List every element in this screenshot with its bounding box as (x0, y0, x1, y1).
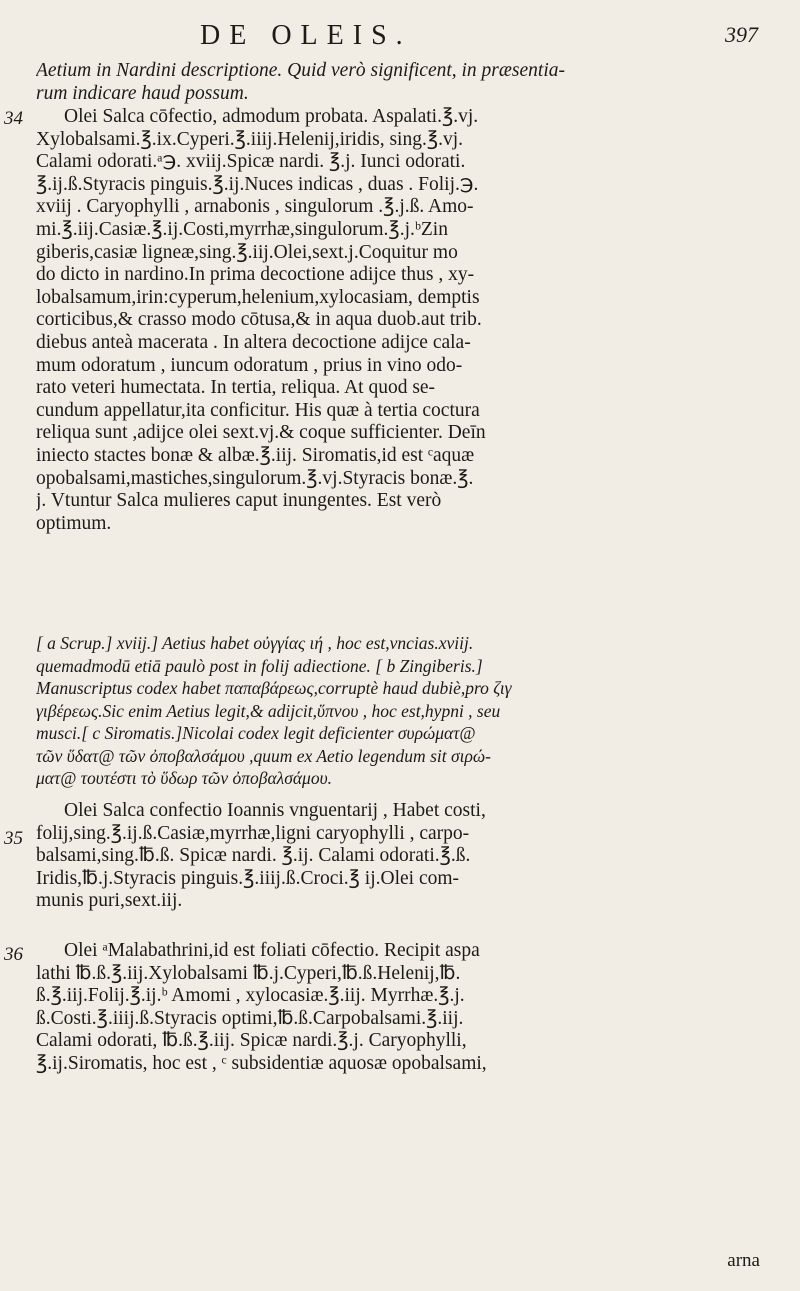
text-line: diebus anteà macerata . In altera decoctione adijce cala- (36, 331, 471, 353)
running-head (0, 20, 800, 54)
text-line: mi.℥.iij.Casiæ.℥.ij.Costi,myrrhæ,singulorum.℥.j.ᵇZin (36, 218, 448, 240)
text-line: do dicto in nardino.In prima decoctione adijce thus , xy- (36, 264, 475, 286)
text-line: ℥.ij.ß.Styracis pinguis.℥.ij.Nuces indicas , duas . Folij.℈. (36, 173, 479, 195)
text-line: giberis,casiæ ligneæ,sing.℥.iij.Olei,sext.j.Coquitur mo (36, 241, 458, 263)
text-line: ℥.ij.Siromatis, hoc est , ᶜ subsidentiæ aquosæ opobalsami, (36, 1052, 487, 1074)
text-line: munis puri,sext.iij. (36, 890, 183, 912)
text-line: Aetium in Nardini descriptione. Quid verò significent, in præsentia- (36, 60, 565, 81)
text-line: Xylobalsami.℥.ix.Cyperi.℥.iiij.Helenij,iridis, sing.℥.vj. (36, 128, 464, 150)
section-35-paragraph (36, 800, 788, 913)
text-line: Olei ᵃMalabathrini,id est foliati cōfectio. Recipit aspa (64, 940, 480, 961)
text-line: Olei Salca confectio Ioannis vnguentarij , Habet costi, (64, 800, 486, 821)
note-line: [ a Scrup.] xviij.] Aetius habet οὐγγίας ιή , hoc est,vncias.xviij. (36, 633, 474, 653)
section-number: 34 (4, 108, 23, 129)
text-line: optimum. (36, 512, 112, 534)
text-line: Calami odorati.ᵃ℈. xviij.Spicæ nardi. ℥.j. Iunci odorati. (36, 151, 466, 173)
text-line: iniecto stactes bonæ & albæ.℥.iij. Siromatis,id est ᶜaquæ (36, 444, 475, 466)
text-line: lobalsamum,irin:cyperum,helenium,xylocasiam, demptis (36, 286, 480, 308)
text-line: ß.℥.iij.Folij.℥.ij.ᵇ Amomi , xylocasiæ.℥.iij. Myrrhæ.℥.j. (36, 985, 465, 1007)
section-number: 36 (4, 944, 23, 965)
text-line: rum indicare haud possum. (36, 82, 249, 104)
section-34-paragraph (36, 106, 788, 535)
text-line: opobalsami,mastiches,singulorum.℥.vj.Styracis bonæ.℥. (36, 467, 474, 489)
text-line: Olei Salca cōfectio, admodum probata. Aspalati.℥.vj. (64, 106, 479, 127)
intro-paragraph (36, 60, 788, 105)
note-line: quemadmodū etiā paulò post in folij adiectione. [ b Zingiberis.] (36, 655, 483, 676)
note-line: γιβέρεως.Sic enim Aetius legit,& adijcit,ὕπνου , hoc est,hypni , seu (36, 700, 501, 721)
page-number: 397 (725, 22, 758, 47)
text-line: xviij . Caryophylli , arnabonis , singulorum .℥.j.ß. Amo- (36, 196, 474, 218)
text-line: rato veteri humectata. In tertia, reliqua. At quod se- (36, 377, 436, 399)
text-line: corticibus,& crasso modo cōtusa,& in aqua duob.aut trib. (36, 309, 482, 331)
text-line: lathi ℔.ß.℥.iij.Xylobalsami ℔.j.Cyperi,℔.ß.Helenij,℔. (36, 962, 461, 984)
text-line: cundum appellatur,ita conficitur. His quæ à tertia coctura (36, 399, 480, 421)
text-line: Calami odorati, ℔.ß.℥.iij. Spicæ nardi.℥.j. Caryophylli, (36, 1030, 467, 1052)
text-line: balsami,sing.℔.ß. Spicæ nardi. ℥.ij. Calami odorati.℥.ß. (36, 845, 471, 867)
catchword: arna (727, 1250, 760, 1271)
note-line: musci.[ c Siromatis.]Nicolai codex legit deficienter συρώματ@ (36, 723, 476, 743)
text-line: Iridis,℔.j.Styracis pinguis.℥.iiij.ß.Croci.℥ ij.Olei com- (36, 867, 460, 889)
text-line: j. Vtuntur Salca mulieres caput inungentes. Est verò (36, 490, 442, 512)
text-line: reliqua sunt ,adijce olei sext.vj.& coque sufficienter. Deīn (36, 422, 486, 444)
section-36-paragraph (36, 940, 788, 1076)
notes-block (36, 632, 788, 790)
section-number: 35 (4, 828, 23, 849)
note-line: ματ@ τουτέστι τὸ ὕδωρ τῶν ὀποβαλσάμου. (36, 768, 332, 788)
note-line: τῶν ὕδατ@ τῶν ὀποβαλσάμου ,quum ex Aetio legendum sit σιρώ- (36, 745, 491, 766)
text-line: folij,sing.℥.ij.ß.Casiæ,myrrhæ,ligni caryophylli , carpo- (36, 822, 470, 844)
note-line: Manuscriptus codex habet παπαβάρεως,corruptè haud dubiè,pro ζιγ (36, 678, 512, 698)
running-head-title: DE OLEIS. (200, 20, 412, 51)
text-line: ß.Costi.℥.iiij.ß.Styracis optimi,℔.ß.Carpobalsami.℥.iij. (36, 1007, 464, 1029)
text-line: mum odoratum , iuncum odoratum , prius in vino odo- (36, 354, 463, 376)
